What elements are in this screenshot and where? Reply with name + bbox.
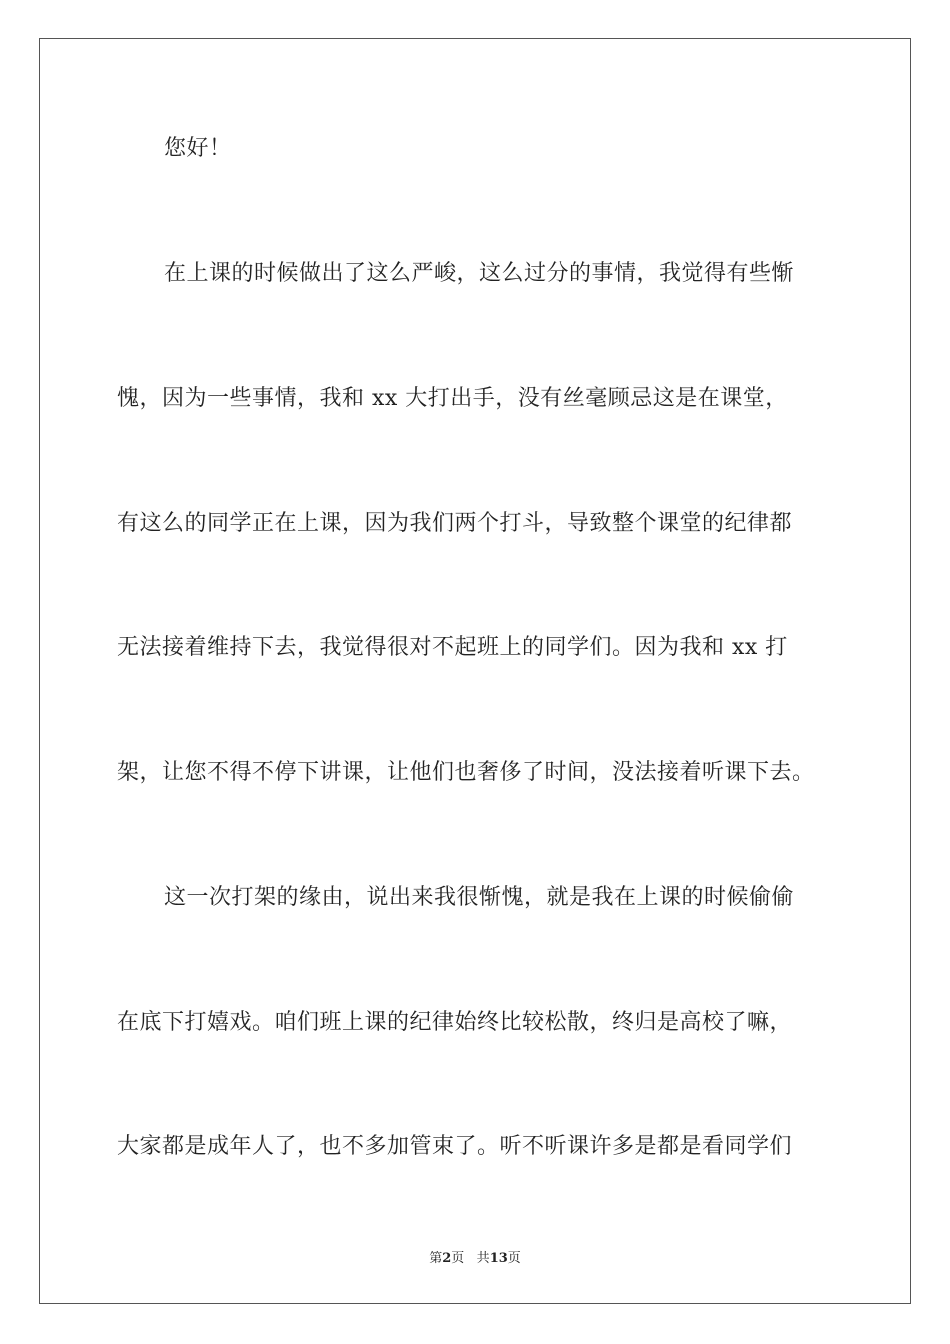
paragraph-line: 无法接着维持下去，我觉得很对不起班上的同学们。因为我和 xx 打 [117, 635, 788, 660]
paragraph-line: 大家都是成年人了，也不多加管束了。听不听课许多是都是看同学们 [117, 1134, 793, 1159]
footer-total-pages: 13 [489, 1251, 508, 1266]
paragraph-line: 有这么的同学正在上课，因为我们两个打斗，导致整个课堂的纪律都 [117, 511, 793, 536]
paragraph-line: 在上课的时候做出了这么严峻，这么过分的事情，我觉得有些惭 [164, 261, 795, 286]
footer-total-prefix: 共 [476, 1251, 490, 1266]
greeting-line: 您好！ [164, 136, 232, 161]
footer-page-suffix: 页 [451, 1251, 465, 1266]
footer-page-number: 2 [442, 1251, 452, 1266]
paragraph-line: 这一次打架的缘由，说出来我很惭愧，就是我在上课的时候偷偷 [164, 885, 795, 910]
paragraph-line: 愧，因为一些事情，我和 xx 大打出手，没有丝毫顾忌这是在课堂， [117, 386, 788, 411]
page-footer [0, 1247, 950, 1266]
page-border [39, 38, 911, 1304]
paragraph-line: 在底下打嬉戏。咱们班上课的纪律始终比较松散，终归是高校了嘛， [117, 1010, 793, 1035]
paragraph-line: 架，让您不得不停下讲课，让他们也奢侈了时间，没法接着听课下去。 [117, 760, 815, 785]
footer-page-prefix: 第 [429, 1251, 443, 1266]
footer-total-suffix: 页 [507, 1251, 521, 1266]
